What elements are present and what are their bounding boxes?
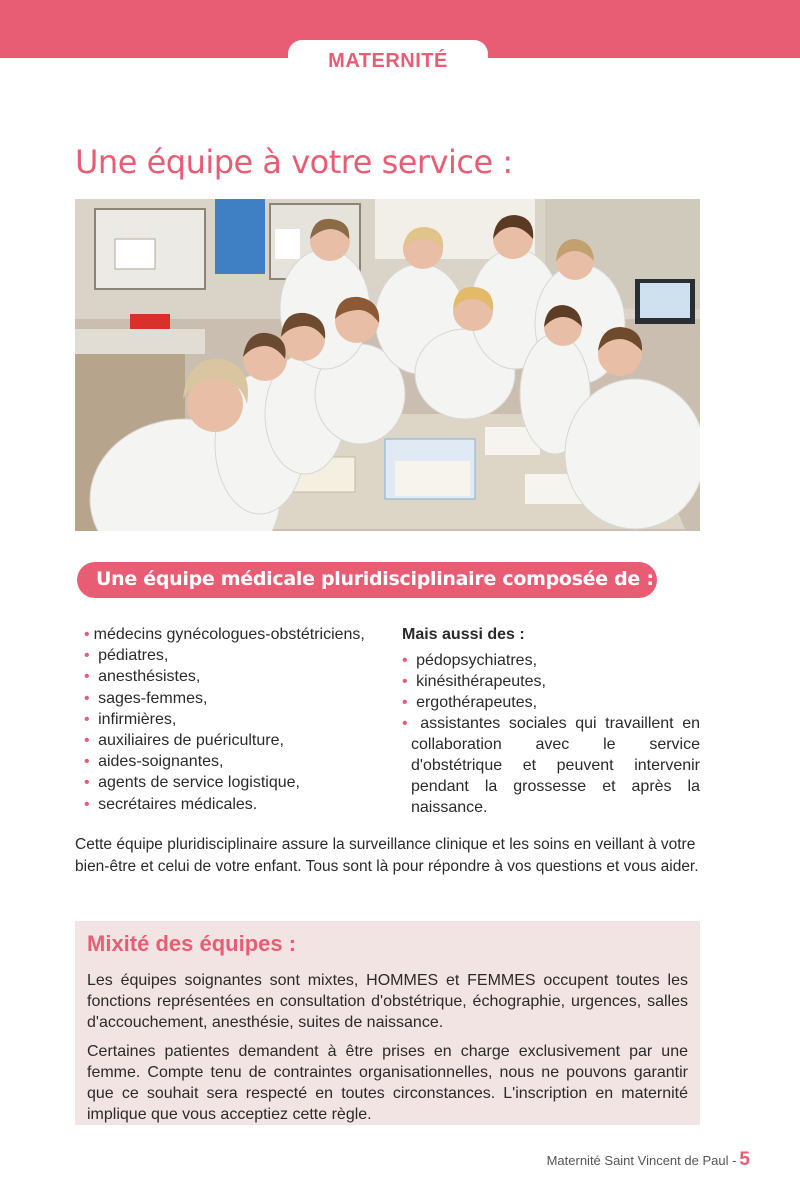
- bullet-icon: •: [84, 689, 90, 707]
- mixite-box: [75, 921, 700, 1125]
- list-item: • anesthésistes,: [84, 668, 201, 686]
- list-item: • auxiliaires de puériculture,: [84, 732, 284, 750]
- section-banner: [77, 562, 657, 598]
- list-item: • agents de service logistique,: [84, 774, 300, 792]
- list-item: • ergothérapeutes,: [402, 694, 538, 711]
- bullet-icon: •: [84, 668, 90, 686]
- list-item: • secrétaires médicales.: [84, 795, 258, 813]
- bullet-icon: •: [84, 710, 90, 728]
- list-item: • aides-soignantes,: [84, 753, 224, 771]
- mixite-paragraph-2: Certaines patientes demandent à être prises en charge exclusivement par une femme. Compte tenu de contraintes organisationnelles, nous ne pouvons garantir que ce souhait sera respecté en toutes circonstances. L'inscription en maternité implique que vous acceptiez cette règle.: [87, 1043, 688, 1123]
- bullet-icon: •: [84, 626, 90, 643]
- section-tab: [288, 40, 488, 80]
- list-item: • infirmières,: [84, 710, 177, 728]
- section-banner-label: Une équipe médicale pluridisciplinaire composée de :: [96, 568, 654, 590]
- staff-list: [84, 624, 394, 815]
- list-item: • assistantes sociales qui travaillent en collaboration avec le service d'obstétrique et peuvent intervenir pendant la grossesse et après la naissance.: [402, 715, 701, 816]
- mixite-paragraph-1: Les équipes soignantes sont mixtes, HOMMES et FEMMES occupent toutes les fonctions représentées en consultation d'obstétrique, échographie, urgences, salles d'accouchement, anesthésie, suites de naissance.: [87, 972, 688, 1031]
- list-item: • pédopsychiatres,: [402, 652, 538, 669]
- footer-text: Maternité Saint Vincent de Paul -: [546, 1153, 737, 1168]
- bullet-icon: •: [84, 774, 90, 792]
- list-item: • kinésithérapeutes,: [402, 673, 546, 690]
- bullet-icon: •: [402, 652, 408, 669]
- page-title: Une équipe à votre service :: [75, 143, 513, 181]
- team-photo: [75, 199, 700, 531]
- additional-staff-heading: Mais aussi des :: [402, 626, 525, 643]
- bullet-icon: •: [402, 694, 408, 711]
- page-number: 5: [739, 1149, 750, 1170]
- mixite-heading: Mixité des équipes :: [87, 931, 297, 956]
- bullet-icon: •: [402, 715, 408, 732]
- intro-paragraph: Cette équipe pluridisciplinaire assure la surveillance clinique et les soins en veillant à votre bien-être et celui de votre enfant. Tous sont là pour répondre à vos questions et vous aider.: [75, 836, 699, 875]
- list-item: • sages-femmes,: [84, 689, 208, 707]
- additional-staff-list: [402, 650, 700, 818]
- bullet-icon: •: [84, 753, 90, 771]
- bullet-icon: •: [84, 795, 90, 813]
- additional-staff: [402, 624, 700, 818]
- list-item: • médecins gynécologues-obstétriciens,: [84, 626, 365, 643]
- section-label: MATERNITÉ: [328, 50, 448, 72]
- bullet-icon: •: [84, 732, 90, 750]
- page-footer: [547, 1149, 750, 1171]
- list-item: • pédiatres,: [84, 647, 169, 665]
- bullet-icon: •: [84, 647, 90, 665]
- bullet-icon: •: [402, 673, 408, 690]
